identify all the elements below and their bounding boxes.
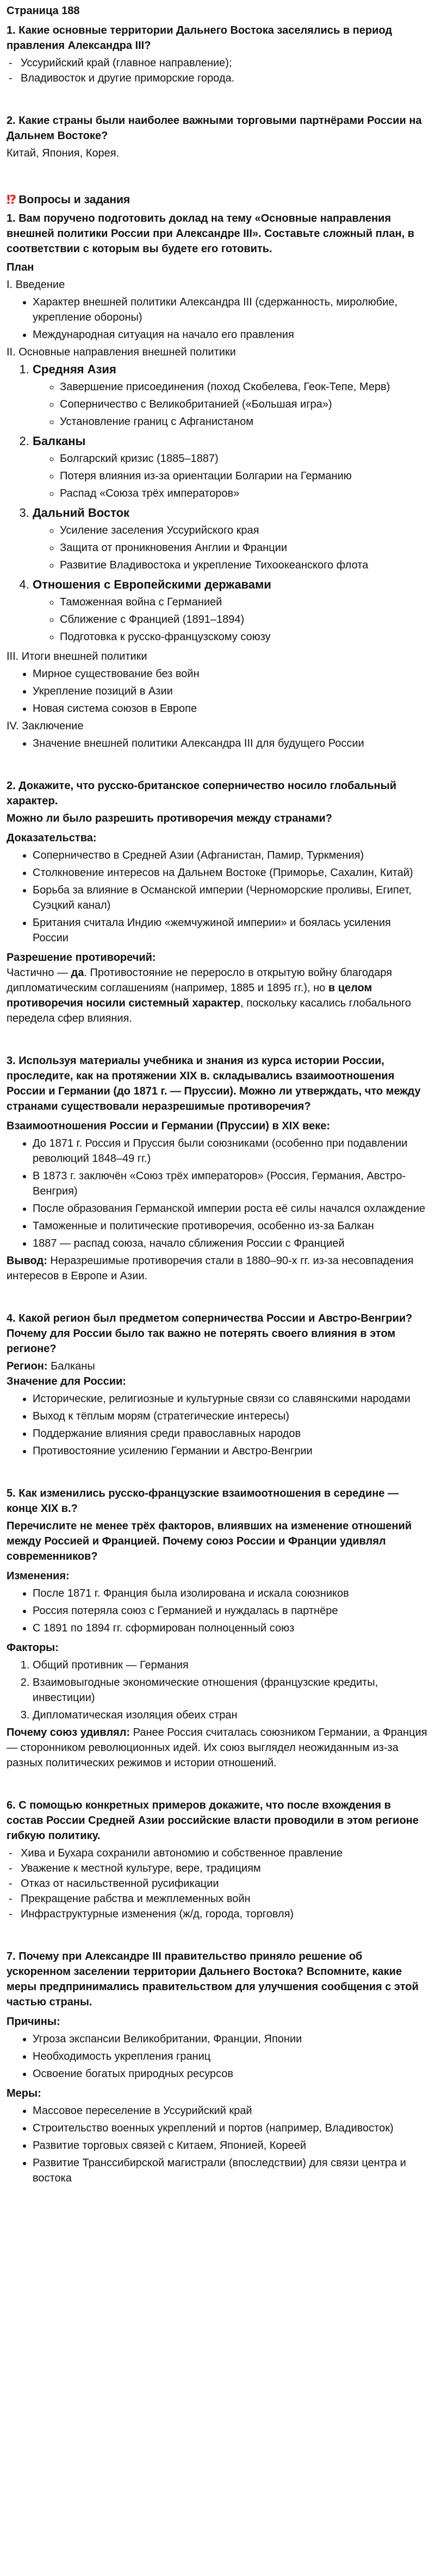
task-2-question: 2. Докажите, что русско-британское соперничество носило глобальный характер. <box>7 780 396 807</box>
plan-section-4: IV. Заключение <box>7 720 84 732</box>
plan-section-3: III. Итоги внешней политики <box>7 651 147 662</box>
factors-list <box>7 1658 428 1723</box>
plan-sublist <box>33 379 428 429</box>
list-item: ◦ Таможенная война с Германией <box>60 595 428 610</box>
list-item: • Таможенные и политические противоречия, особенно из-за Балкан <box>33 1218 428 1234</box>
task-4-question: 4. Какой регион был предметом соперничества России и Австро-Венгрии? Почему для России было так важно не потерять своего влияния в этом регионе? <box>7 1312 413 1355</box>
list-item: - Прекращение рабства и межплеменных войн <box>21 1891 428 1906</box>
list-item: • Новая система союзов в Европе <box>33 701 428 716</box>
plan-subsection-title: Средняя Азия <box>33 362 116 376</box>
plan-section-2: II. Основные направления внешней политики <box>7 346 236 358</box>
list-item: • Развитие торговых связей с Китаем, Японией, Кореей <box>33 2138 428 2153</box>
plan-section-1: I. Введение <box>7 279 65 291</box>
list-item: • Противостояние усилению Германии и Австро-Венгрии <box>33 1443 428 1459</box>
list-item: ◦ Потеря влияния из-за ориентации Болгарии на Германию <box>60 468 428 484</box>
list-item: • Россия потеряла союз с Германией и нуждалась в партнёре <box>33 1603 428 1618</box>
task-7-question: 7. Почему при Александре III правительство приняло решение об ускоренном заселении территории Дальнего Востока? Вспомните, какие меры предпринимались правительством для улучшения сообщения с этой частью страны. <box>7 1950 419 2008</box>
list-item: ◦ Сближение с Францией (1891–1894) <box>60 612 428 627</box>
plan-subsection <box>33 434 428 501</box>
list-item: • Массовое переселение в Уссурийский край <box>33 2103 428 2118</box>
list-item: • Строительство военных укреплений и портов (например, Владивосток) <box>33 2121 428 2136</box>
evidence-list <box>7 848 428 946</box>
list-item: ◦ Болгарский кризис (1885–1887) <box>60 451 428 466</box>
why-text: Почему союз удивлял: Ранее Россия считалась союзником Германии, а Франция — сторонником революционных идей. Их союз выглядел неожиданным из-за разных политических режимов и истории отношений. <box>7 1727 427 1769</box>
list-item: • Угроза экспансии Великобритании, Франции, Японии <box>33 2031 428 2047</box>
list-item: • После образования Германской империи роста её силы начался охлаждение <box>33 1201 428 1216</box>
list-item: ◦ Развитие Владивостока и укрепление Тихоокеанского флота <box>60 558 428 573</box>
task-5-question: 5. Как изменились русско-французские взаимоотношения в середине — конце XIX в.? <box>7 1487 399 1515</box>
task-6-question: 6. С помощью конкретных примеров докажите, что после вхождения в состав России Средней Азии российские власти проводили в этом регионе гибкую политику. <box>7 1799 419 1842</box>
list-item: - Инфраструктурные изменения (ж/д, города, торговля) <box>21 1906 428 1922</box>
measures-list <box>7 2103 428 2186</box>
task-1-question: 1. Вам поручено подготовить доклад на тему «Основные направления внешней политики России при Александре III». Составьте сложный план, в соответствии с которым вы будете его готовить. <box>7 212 414 255</box>
answer-list <box>7 55 428 86</box>
task-7-block <box>7 1949 428 2186</box>
task-5-block <box>7 1486 428 1771</box>
task-3-question: 3. Используя материалы учебника и знания из курса истории России, проследите, как на протяжении XIX в. складывались взаимоотношения России и Германии (до 1871 г. — Пруссии). Можно ли утверждать, что между странами существовали неразрешимые противоречия? <box>7 1055 421 1112</box>
relations-label: Взаимоотношения России и Германии (Пруссии) в XIX веке: <box>7 1120 331 1132</box>
task-6-block <box>7 1798 428 1922</box>
evidence-label: Доказательства: <box>7 832 97 844</box>
question-1: 1. Какие основные территории Дальнего Востока заселялись в период правления Александра III? <box>7 24 393 52</box>
changes-list <box>7 1586 428 1636</box>
plan-subsection <box>33 577 428 645</box>
task-2-subquestion: Можно ли было разрешить противоречия между странами? <box>7 812 332 824</box>
list-item: 1. Общий противник — Германия <box>33 1658 428 1673</box>
resolution-text: Частично — да. Противостояние не переросло в открытую войну благодаря дипломатическим соглашениям (например, 1885 и 1895 гг.), но в целом противоречия носили системный характер, поскольку касались глобального передела сфер влияния. <box>7 967 411 1024</box>
list-item: • Выход к тёплым морям (стратегические интересы) <box>33 1409 428 1424</box>
list-item: • Борьба за влияние в Османской империи (Черноморские проливы, Египет, Суэцкий канал) <box>33 883 428 913</box>
task-3-block <box>7 1053 428 1284</box>
plan-list <box>7 736 428 751</box>
list-item: • Британия считала Индию «жемчужиной империи» и боялась усиления России <box>33 915 428 946</box>
list-item: ◦ Соперничество с Великобританией («Большая игра») <box>60 397 428 412</box>
plan-list <box>7 295 428 342</box>
plan-subsection <box>33 505 428 573</box>
resolution-label: Разрешение противоречий: <box>7 952 156 964</box>
conclusion-text: Вывод: Неразрешимые противоречия стали в 1880–90-х гг. из-за несовпадения интересов в Европе и Азии. <box>7 1255 414 1282</box>
list-item: - Отказ от насильственной русификации <box>21 1876 428 1891</box>
list-item: • Столкновение интересов на Дальнем Востоке (Приморье, Сахалин, Китай) <box>33 865 428 880</box>
list-item: • После 1871 г. Франция была изолирована и искала союзников <box>33 1586 428 1601</box>
list-item: • Характер внешней политики Александра III (сдержанность, миролюбие, укрепление обороны) <box>33 295 428 325</box>
plan-sublist <box>33 523 428 573</box>
list-item: • 1887 — распад союза, начало сближения России с Францией <box>33 1236 428 1251</box>
plan-subsection-title: Отношения с Европейскими державами <box>33 578 271 591</box>
plan-subsection <box>33 362 428 429</box>
list-item: ◦ Подготовка к русско-французскому союзу <box>60 629 428 645</box>
list-item: 2. Взаимовыгодные экономические отношения (французские кредиты, инвестиции) <box>33 1675 428 1705</box>
region-text: Регион: Балканы <box>7 1360 95 1372</box>
question-2: 2. Какие страны были наиболее важными торговыми партнёрами России на Дальнем Востоке? <box>7 115 422 142</box>
list-item: ◦ Распад «Союза трёх императоров» <box>60 486 428 501</box>
importance-list <box>7 1391 428 1459</box>
list-item: • Значение внешней политики Александра III для будущего России <box>33 736 428 751</box>
list-item: ◦ Завершение присоединения (поход Скобелева, Геок-Тепе, Мерв) <box>60 379 428 395</box>
question-2-block <box>7 113 428 161</box>
list-item: • Укрепление позиций в Азии <box>33 684 428 699</box>
list-item: ◦ Защита от проникновения Англии и Франции <box>60 540 428 555</box>
plan-subsection-title: Балканы <box>33 434 86 448</box>
list-item: • Мирное существование без войн <box>33 666 428 681</box>
list-item: • Исторические, религиозные и культурные связи со славянскими народами <box>33 1391 428 1406</box>
list-item: • В 1873 г. заключён «Союз трёх императоров» (Россия, Германия, Австро-Венгрия) <box>33 1168 428 1199</box>
plan-subsections <box>7 362 428 645</box>
list-item: • Соперничество в Средней Азии (Афганистан, Памир, Туркмения) <box>33 848 428 863</box>
answer-text: Китай, Япония, Корея. <box>7 147 120 159</box>
task-2-block <box>7 778 428 1026</box>
list-item: • Необходимость укрепления границ <box>33 2049 428 2064</box>
list-item: • Развитие Транссибирской магистрали (впоследствии) для связи центра и востока <box>33 2155 428 2186</box>
importance-label: Значение для России: <box>7 1375 126 1387</box>
list-item: • До 1871 г. Россия и Пруссия были союзниками (особенно при подавлении революций 1848–49 гг.) <box>33 1136 428 1166</box>
relations-list <box>7 1136 428 1251</box>
list-item: ◦ Установление границ с Афганистаном <box>60 414 428 429</box>
task-5-subquestion: Перечислите не менее трёх факторов, влиявших на изменение отношений между Россией и Францией. Почему союз России и Франции удивлял современников? <box>7 1520 412 1562</box>
page-number: Страница 188 <box>7 5 80 17</box>
examples-list <box>7 1846 428 1922</box>
list-item: • С 1891 по 1894 гг. сформирован полноценный союз <box>33 1621 428 1636</box>
double-exclamation-question-icon: ⁉ <box>7 193 16 207</box>
changes-label: Изменения: <box>7 1570 70 1582</box>
factors-label: Факторы: <box>7 1642 59 1654</box>
plan-subsection-title: Дальний Восток <box>33 506 130 520</box>
plan-sublist <box>33 595 428 645</box>
question-1-block <box>7 23 428 86</box>
list-item: 3. Дипломатическая изоляция обеих стран <box>33 1708 428 1723</box>
plan-sublist <box>33 451 428 501</box>
list-item: ◦ Усиление заселения Уссурийского края <box>60 523 428 538</box>
plan-list <box>7 666 428 716</box>
causes-label: Причины: <box>7 2016 60 2028</box>
tasks-header-label: Вопросы и задания <box>18 193 130 206</box>
list-item: • Поддержание влияния среди православных народов <box>33 1426 428 1441</box>
measures-label: Меры: <box>7 2087 41 2099</box>
causes-list <box>7 2031 428 2081</box>
list-item: • Освоение богатых природных ресурсов <box>33 2066 428 2081</box>
task-1-block <box>7 211 428 751</box>
list-item: - Владивосток и другие приморские города. <box>21 71 428 86</box>
tasks-header <box>7 192 428 208</box>
list-item: - Уссурийский край (главное направление); <box>21 55 428 71</box>
list-item: - Уважение к местной культуре, вере, традициям <box>21 1861 428 1876</box>
plan-label: План <box>7 261 34 273</box>
task-4-block <box>7 1311 428 1459</box>
list-item: - Хива и Бухара сохранили автономию и собственное правление <box>21 1846 428 1861</box>
list-item: • Международная ситуация на начало его правления <box>33 327 428 342</box>
